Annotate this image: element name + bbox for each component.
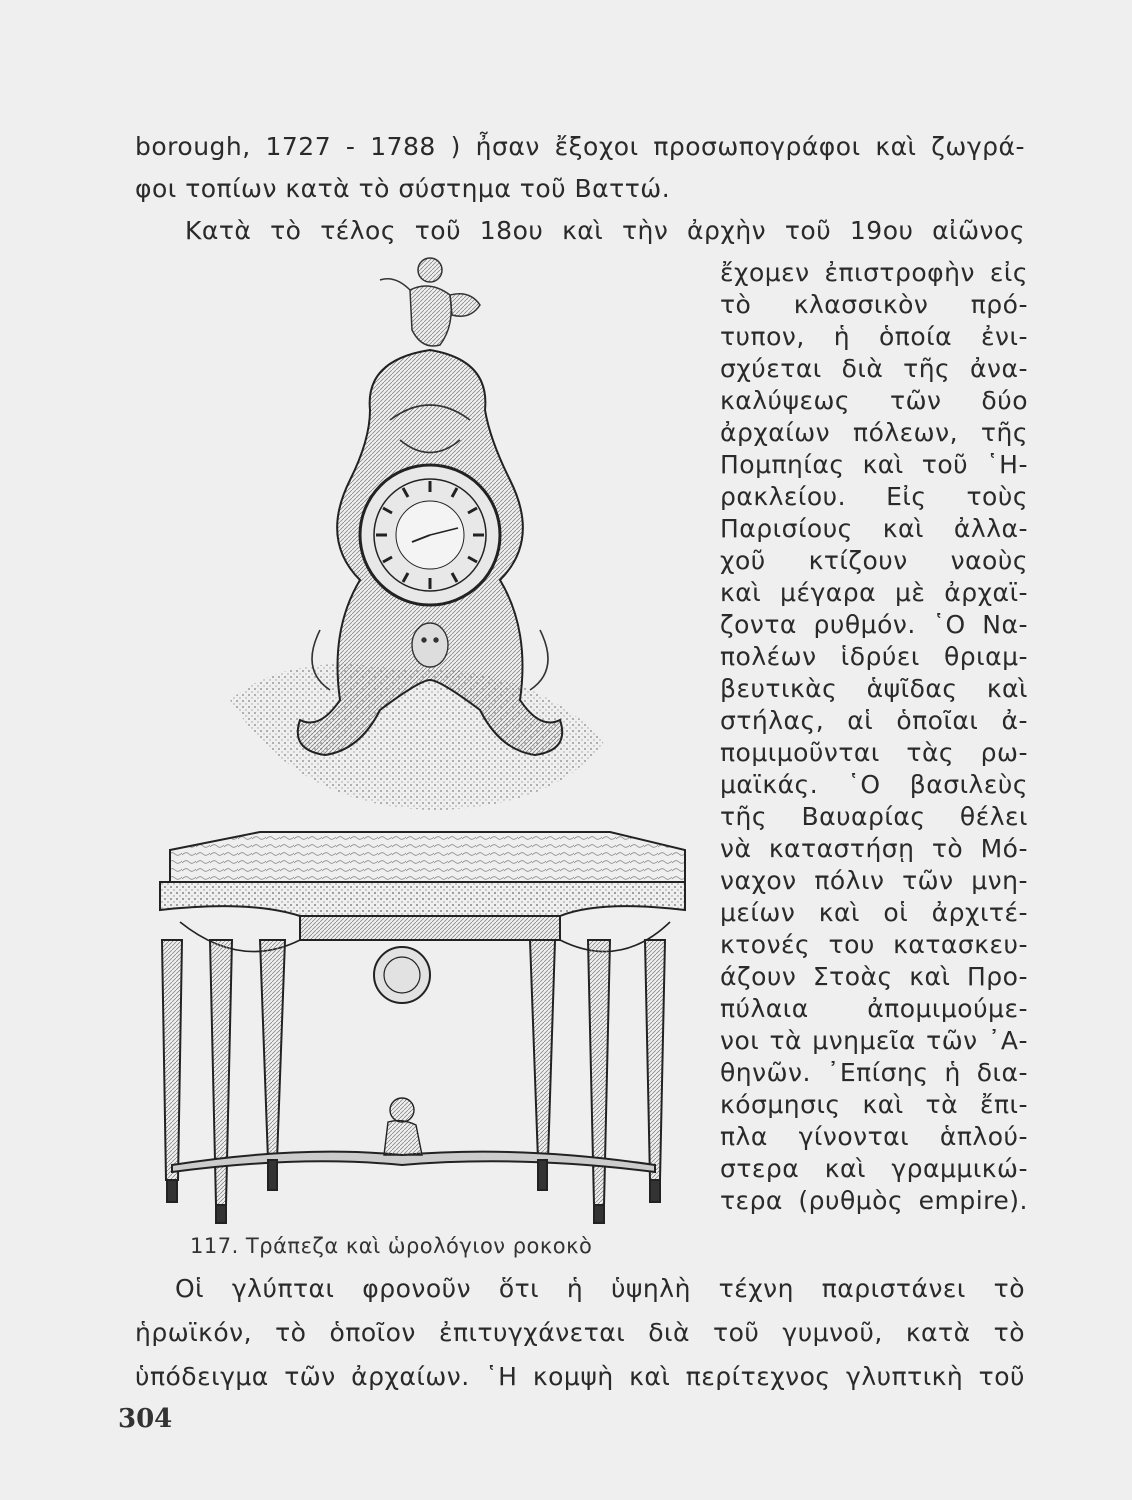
text-line: φοι τοπίων κατὰ τὸ σύστημα τοῦ Βαττώ.	[135, 174, 671, 203]
column-line: μαϊκάς. ῾Ο βασιλεὺς	[720, 770, 1028, 799]
column-line: ἀρχαίων πόλεων, τῆς	[720, 418, 1028, 447]
column-line: στήλας, αἱ ὁποῖαι ἀ-	[720, 706, 1028, 735]
column-line: νοι τὰ μνημεῖα τῶν ᾿Α-	[720, 1026, 1028, 1055]
column-line: τῆς Βαυαρίας θέλει	[720, 802, 1028, 831]
console-table	[160, 832, 685, 1223]
column-line: τερα (ρυθμὸς empire).	[720, 1186, 1028, 1215]
text-line: borough, 1727 - 1788 ) ἦσαν ἔξοχοι προσωπογράφοι καὶ ζωγρά-	[135, 132, 1025, 161]
column-line: ναχον πόλιν τῶν μνη-	[720, 866, 1028, 895]
column-line: πλα γίνονται ἁπλού-	[720, 1122, 1028, 1151]
page-number: 304	[118, 1404, 173, 1434]
column-line: κτονές του κατασκευ-	[720, 930, 1028, 959]
column-line: τυπον, ἡ ὁποία ἐνι-	[720, 322, 1028, 351]
column-line: πομιμοῦνται τὰς ρω-	[720, 738, 1028, 767]
column-line: Παρισίους καὶ ἀλλα-	[720, 514, 1028, 543]
column-line: καὶ μέγαρα μὲ ἀρχαϊ-	[720, 578, 1028, 607]
column-line: χοῦ κτίζουν ναοὺς	[720, 546, 1028, 575]
text-line: Κατὰ τὸ τέλος τοῦ 18ου καὶ τὴν ἀρχὴν τοῦ 19ου αἰῶνος	[185, 216, 1025, 245]
column-line: ζοντα ρυθμόν. ῾Ο Να-	[720, 610, 1028, 639]
column-line: τὸ κλασσικὸν πρό-	[720, 290, 1028, 319]
rococo-clock-and-table-engraving	[140, 250, 710, 1235]
column-line: στερα καὶ γραμμικώ-	[720, 1154, 1028, 1183]
column-line: άζουν Στοὰς καὶ Προ-	[720, 962, 1028, 991]
column-line: ἔχομεν ἐπιστροφὴν εἰς	[720, 258, 1028, 287]
putto-ornament	[384, 1098, 422, 1155]
column-line: πολέων ἱδρύει θριαμ-	[720, 642, 1028, 671]
text-line: ὑπόδειγμα τῶν ἀρχαίων. ῾Η κομψὴ καὶ περίτεχνος γλυπτικὴ τοῦ	[135, 1362, 1025, 1391]
figure-caption: 117. Τράπεζα καὶ ὡρολόγιον ροκοκὸ	[190, 1234, 593, 1258]
column-line: θηνῶν. ᾿Επίσης ἡ δια-	[720, 1058, 1028, 1087]
text-line: ἡρωϊκόν, τὸ ὁποῖον ἐπιτυγχάνεται διὰ τοῦ γυμνοῦ, κατὰ τὸ	[135, 1318, 1025, 1347]
rococo-clock	[230, 258, 605, 810]
column-line: ρακλείου. Εἰς τοὺς	[720, 482, 1028, 511]
column-line: Πομπηίας καὶ τοῦ ῾Η-	[720, 450, 1028, 479]
column-line: πύλαια ἀπομιμούμε-	[720, 994, 1028, 1023]
column-line: μείων καὶ οἱ ἀρχιτέ-	[720, 898, 1028, 927]
cherub-finial	[380, 258, 480, 346]
column-line: σχύεται διὰ τῆς ἀνα-	[720, 354, 1028, 383]
clock-face	[360, 465, 500, 605]
column-line: βευτικὰς ἁψῖδας καὶ	[720, 674, 1028, 703]
column-line: καλύψεως τῶν δύο	[720, 386, 1028, 415]
column-line: νὰ καταστήσῃ τὸ Μό-	[720, 834, 1028, 863]
column-line: κόσμησις καὶ τὰ ἔπι-	[720, 1090, 1028, 1119]
mask-ornament	[412, 623, 448, 667]
text-line: Οἱ γλύπται φρονοῦν ὅτι ἡ ὑψηλὴ τέχνη παριστάνει τὸ	[175, 1274, 1025, 1303]
